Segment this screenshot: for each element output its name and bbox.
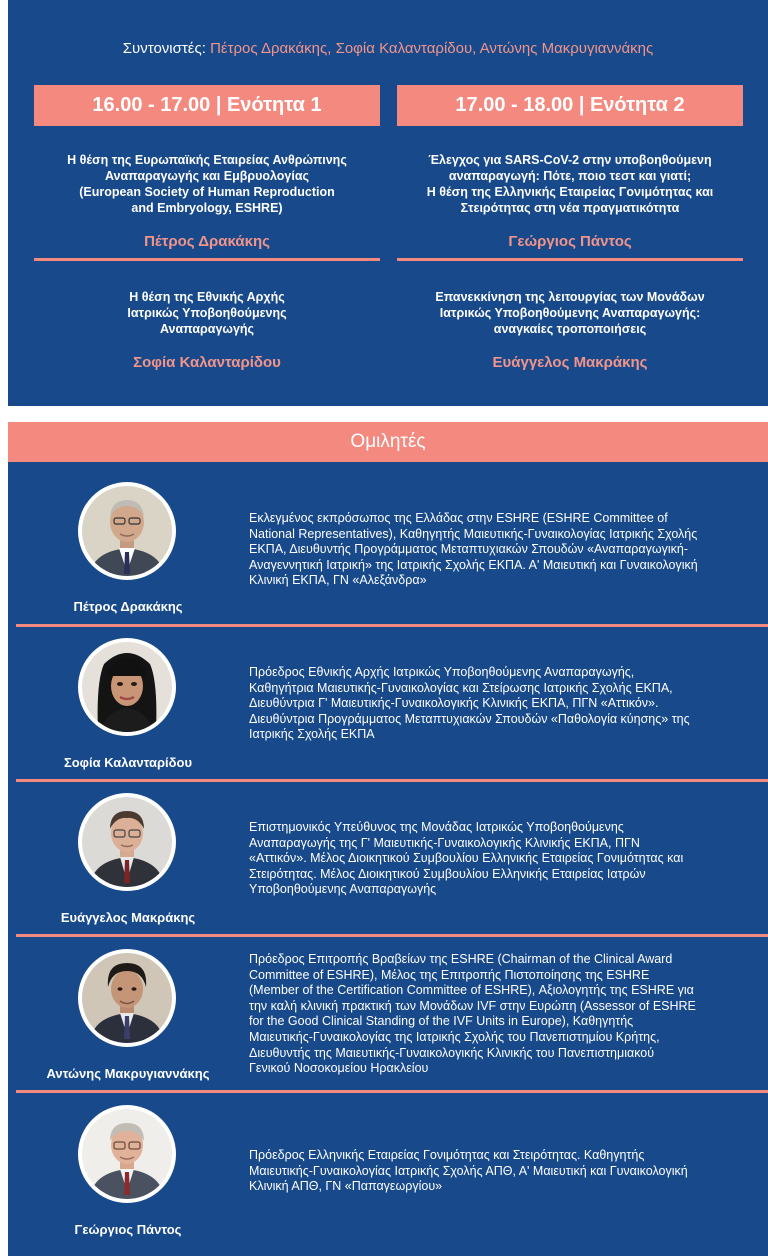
speaker-photo-makrakis [78, 793, 176, 891]
session-1-header: 16.00 - 17.00 | Ενότητα 1 [34, 85, 380, 126]
session-1-talk-2-title: Η θέση της Εθνικής Αρχής Ιατρικώς Υποβοηθούμενης Αναπαραγωγής [127, 290, 287, 336]
session-1-talk-2-speaker: Σοφία Καλανταρίδου [133, 354, 281, 371]
speaker-divider [16, 1090, 768, 1093]
session-2-talk-1-title: Έλεγχος για SARS-CoV-2 στην υποβοηθούμενη αναπαραγωγή: Πότε, ποιο τεστ και γιατί; Η θέση της Ελληνικής Εταιρείας Γονιμότητας και Στειρότητας στη νέα πραγματικότητα [426, 153, 714, 215]
speaker-photo-drakakis [78, 482, 176, 580]
speaker-name: Ευάγγελος Μακράκης [60, 910, 196, 925]
speaker-name: Γεώργιος Πάντος [74, 1222, 182, 1237]
speaker-photo-makrygiannakis [78, 949, 176, 1047]
speaker-photo-pantos [78, 1105, 176, 1203]
speaker-bio: Πρόεδρος Ελληνικής Εταιρείας Γονιμότητας και Στειρότητας. Καθηγητής Μαιευτικής-Γυναικολογίας Ιατρικής Σχολής ΑΠΘ, Α' Μαιευτική και Γυναικολογική Κλινική ΑΠΘ, ΓΝ «Παπαγεωργίου» [249, 1148, 688, 1194]
speaker-name: Σοφία Καλανταρίδου [63, 755, 193, 770]
speaker-name: Αντώνης Μακρυγιαννάκης [46, 1066, 210, 1081]
program-panel [8, 0, 768, 406]
session-2-talk-2-speaker: Ευάγγελος Μακράκης [492, 354, 648, 371]
coordinators-label: Συντονιστές: [122, 40, 206, 57]
speaker-bio: Πρόεδρος Επιτροπής Βραβείων της ESHRE (Chairman of the Clinical Award Committee of ESHRE), Μέλος της Επιτροπής Πιστοποίησης της ESHRE (Member of the Certification Committee of ESHRE), Αξιολογητής της ESHRE για την καλή κλινική πρακτική των Μονάδων IVF στην Ευρώπη (Assessor of ESHRE for the Good Clinical Standing of the IVF Units in Europe), Καθηγητής Μαιευτικής-Γυναικολογίας της Ιατρικής Σχολής του Πανεπιστημίου Κρήτης, Διευθυντής της Μαιευτικής-Γυναικολογικής Κλινικής του Πανεπιστημιακού Γενικού Νοσοκομείου Ηρακλείου [249, 952, 696, 1076]
session-2-talk-2-title: Επανεκκίνηση της λειτουργίας των Μονάδων Ιατρικώς Υποβοηθούμενης Αναπαραγωγής: αναγκαίες τροποποιήσεις [435, 290, 705, 336]
session-2-talk-1-speaker: Γεώργιος Πάντος [508, 233, 632, 250]
speaker-name: Πέτρος Δρακάκης [73, 599, 183, 614]
speaker-photo-kalantaridou [78, 638, 176, 736]
session-2-header: 17.00 - 18.00 | Ενότητα 2 [397, 85, 743, 126]
session-1-talk-1-speaker: Πέτρος Δρακάκης [144, 233, 270, 250]
speaker-divider [16, 624, 768, 627]
speaker-bio: Εκλεγμένος εκπρόσωπος της Ελλάδας στην ESHRE (ESHRE Committee of National Representatives), Καθηγητής Μαιευτικής-Γυναικολογίας Ιατρικής Σχολής ΕΚΠΑ, Διευθυντής Προγράμματος Μεταπτυχιακών Σπουδών «Αναπαραγωγική- Αναγεννητική Ιατρική» της Ιατρικής Σχολής ΕΚΠΑ. Α' Μαιευτική και Γυναικολογική Κλινική ΕΚΠΑ, ΓΝ «Αλεξάνδρα» [249, 511, 698, 588]
speaker-divider [16, 934, 768, 937]
speakers-panel [8, 422, 768, 1256]
session-1-talk-1-title: Η θέση της Ευρωπαϊκής Εταιρείας Ανθρώπινης Αναπαραγωγής και Εμβρυολογίας (European Society of Human Reproduction and Embryology, ESHRE) [67, 153, 347, 215]
speaker-bio: Πρόεδρος Εθνικής Αρχής Ιατρικώς Υποβοηθούμενης Αναπαραγωγής, Καθηγήτρια Μαιευτικής-Γυναικολογίας και Στείρωσης Ιατρικής Σχολής ΕΚΠΑ, Διευθύντρια Γ' Μαιευτικής-Γυναικολογικής Κλινικής ΕΚΠΑ, ΠΓΝ «Αττικόν». Διευθύντρια Προγράμματος Μεταπτυχιακών Σπουδών «Παθολογία κύησης» της Ιατρικής Σχολής ΕΚΠΑ [249, 665, 690, 742]
session-2-divider [397, 258, 743, 261]
coordinators-names: Πέτρος Δρακάκης, Σοφία Καλανταρίδου, Αντώνης Μακρυγιαννάκης [210, 40, 654, 57]
speakers-title-bar: Ομιλητές [8, 422, 768, 462]
coordinators-line [8, 40, 768, 57]
speaker-bio: Επιστημονικός Υπεύθυνος της Μονάδας Ιατρικώς Υποβοηθούμενης Αναπαραγωγής της Γ' Μαιευτικής-Γυναικολογικής Κλινικής ΕΚΠΑ, ΠΓΝ «Αττικόν». Μέλος Διοικητικού Συμβουλίου Ελληνικής Εταιρείας Γονιμότητας και Στειρότητας. Μέλος Διοικητικού Συμβουλίου Ελληνικής Εταιρείας Ιατρών Υποβοηθούμενης Αναπαραγωγής [249, 820, 684, 897]
session-1-divider [34, 258, 380, 261]
speaker-divider [16, 779, 768, 782]
